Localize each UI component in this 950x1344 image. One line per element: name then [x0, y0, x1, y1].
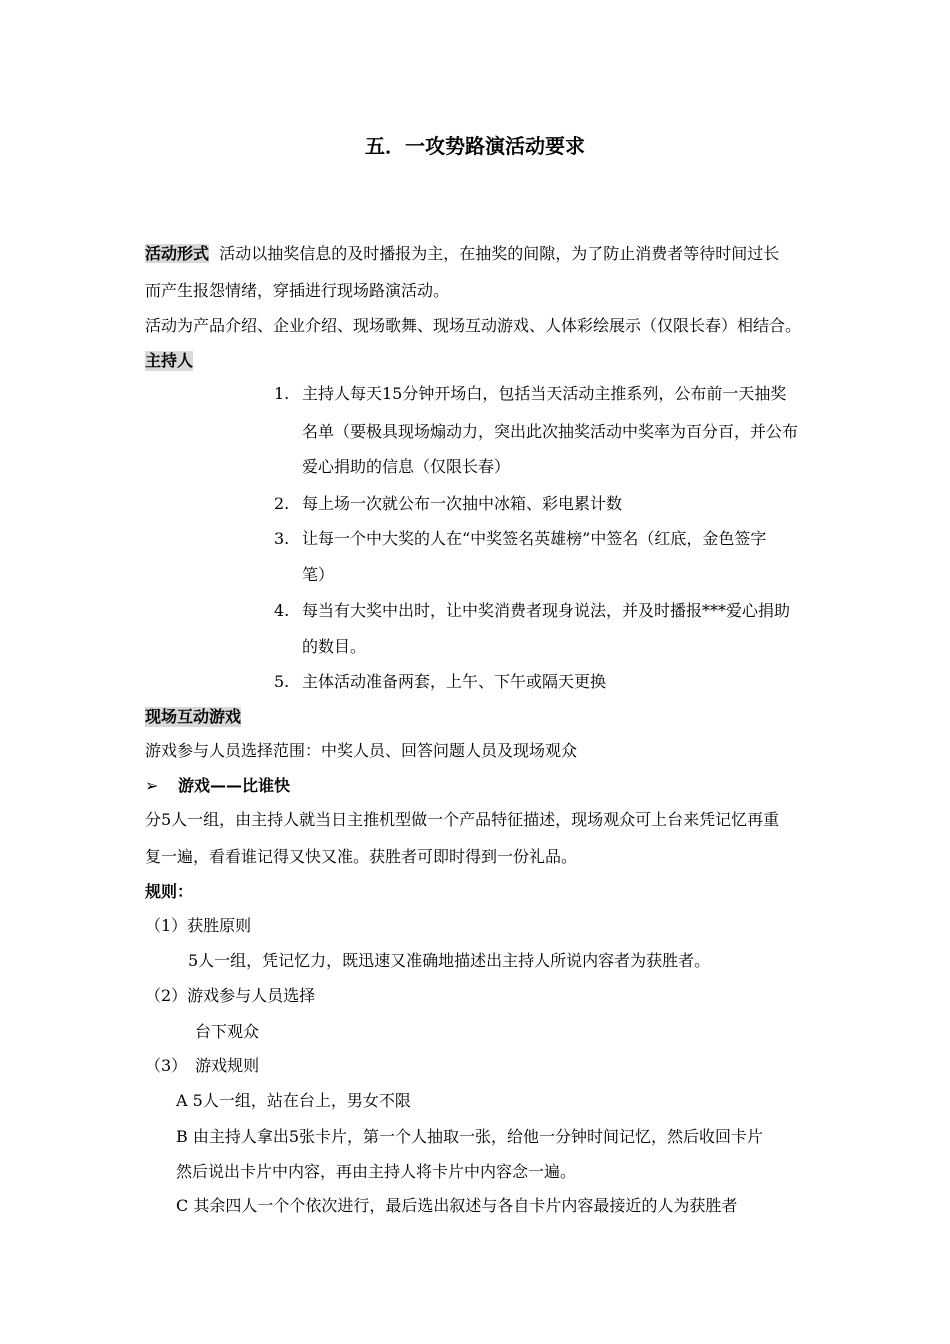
rule-2-text: 台下观众	[195, 1022, 260, 1041]
rule-3-a: A 5人一组，站在台上，男女不限	[176, 1091, 411, 1110]
list-number: 2.	[274, 494, 290, 513]
game-scope: 游戏参与人员选择范围：中奖人员、回答问题人员及现场观众	[145, 741, 578, 760]
list-item-text: 笔）	[302, 565, 335, 584]
form-line-1: 活动以抽奖信息的及时播报为主，在抽奖的间隙，为了防止消费者等待时间过长	[219, 244, 780, 263]
form-paragraph	[145, 244, 779, 264]
rule-1-heading: （1）获胜原则	[145, 916, 252, 935]
list-item-text: 每上场一次就公布一次抽中冰箱、彩电累计数	[302, 494, 623, 513]
form-line-3: 活动为产品介绍、企业介绍、现场歌舞、现场互动游戏、人体彩绘展示（仅限长春）相结合。	[145, 316, 802, 335]
list-item-text: 主持人每天15分钟开场白，包括当天活动主推系列，公布前一天抽奖	[302, 384, 787, 403]
rules-label: 规则：	[145, 882, 194, 901]
list-item-text: 每当有大奖中出时，让中奖消费者现身说法，并及时播报***爱心捐助	[302, 601, 791, 620]
rule-3-b-1: B 由主持人拿出5张卡片，第一个人抽取一张，给他一分钟时间记忆，然后收回卡片	[176, 1127, 764, 1146]
game-label: 现场互动游戏	[145, 707, 242, 726]
form-label: 活动形式	[145, 244, 210, 263]
list-item-text: 名单（要极具现场煽动力，突出此次抽奖活动中奖率为百分百，并公布	[302, 422, 799, 441]
list-item-text: 的数目。	[302, 637, 367, 656]
game-desc-1: 分5人一组，由主持人就当日主推机型做一个产品特征描述，现场观众可上台来凭记忆再重	[145, 810, 780, 829]
game-desc-2: 复一遍，看看谁记得又快又准。获胜者可即时得到一份礼品。	[145, 847, 578, 866]
host-label: 主持人	[145, 351, 194, 370]
list-number: 5.	[274, 672, 290, 691]
rule-3-heading: （3） 游戏规则	[145, 1056, 260, 1075]
list-item-text: 让每一个中大奖的人在“中奖签名英雄榜”中签名（红底，金色签字	[302, 529, 767, 548]
rule-3-c: C 其余四人一个个依次进行，最后选出叙述与各自卡片内容最接近的人为获胜者	[176, 1196, 738, 1215]
list-item-text: 爱心捐助的信息（仅限长春）	[302, 457, 511, 476]
rule-3-b-2: 然后说出卡片中内容，再由主持人将卡片中内容念一遍。	[176, 1162, 577, 1181]
list-number: 4.	[274, 601, 290, 620]
game-name: 游戏——比谁快	[178, 776, 291, 795]
rule-2-heading: （2）游戏参与人员选择	[145, 986, 316, 1005]
bullet-arrow-icon: ➢	[145, 776, 159, 795]
page-title: 五．一攻势路演活动要求	[365, 134, 585, 158]
list-item-text: 主体活动准备两套，上午、下午或隔天更换	[302, 672, 607, 691]
rule-1-text: 5人一组，凭记忆力，既迅速又准确地描述出主持人所说内容者为获胜者。	[188, 951, 711, 970]
list-number: 3.	[274, 529, 290, 548]
list-number: 1.	[274, 384, 290, 403]
form-line-2: 而产生报怨情绪，穿插进行现场路演活动。	[145, 281, 450, 300]
